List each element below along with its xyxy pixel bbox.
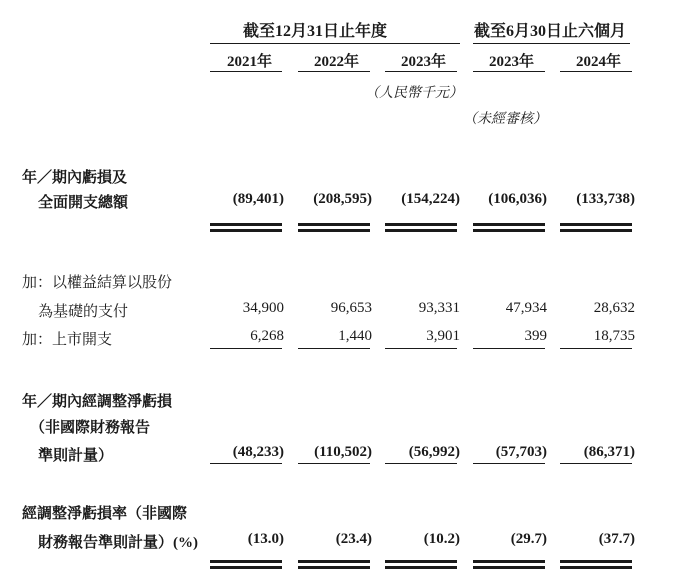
column-header-2023-interim: 2023年 <box>488 54 534 70</box>
cell-value: 6,268 <box>250 328 284 344</box>
total-rule <box>473 463 545 464</box>
double-rule <box>210 560 282 563</box>
cell-value: (13.0) <box>247 531 284 547</box>
cell-value: (208,595) <box>313 191 372 207</box>
header-group-annual: 截至12月31日止年度 <box>242 23 387 40</box>
row-label: 加：以權益結算以股份 <box>22 275 173 291</box>
cell-value: (56,992) <box>408 444 460 460</box>
cell-value: (110,502) <box>314 444 372 460</box>
cell-value: 399 <box>524 328 547 344</box>
double-rule <box>210 229 282 232</box>
double-rule <box>560 223 632 226</box>
column-rule <box>473 71 545 72</box>
double-rule <box>385 560 457 563</box>
total-rule <box>210 463 282 464</box>
double-rule <box>473 229 545 232</box>
double-rule <box>210 223 282 226</box>
unaudited-note: （未經審核） <box>463 112 547 127</box>
cell-value: (48,233) <box>232 444 284 460</box>
double-rule <box>385 223 457 226</box>
row-label: 年／期內經調整淨虧損 <box>22 394 173 410</box>
cell-value: (29.7) <box>510 531 547 547</box>
cell-value: 96,653 <box>330 300 372 316</box>
column-rule <box>210 71 282 72</box>
row-label: 財務報告準則計量）(%) <box>38 535 198 551</box>
double-rule <box>560 560 632 563</box>
cell-value: 93,331 <box>418 300 460 316</box>
row-label: 為基礎的支付 <box>38 304 129 320</box>
double-rule <box>298 229 370 232</box>
subtotal-rule <box>298 348 370 349</box>
double-rule <box>385 229 457 232</box>
row-label: 年／期內虧損及 <box>22 170 128 186</box>
total-rule <box>385 463 457 464</box>
cell-value: 1,440 <box>338 328 372 344</box>
column-header-2022: 2022年 <box>313 54 359 70</box>
double-rule <box>385 566 457 569</box>
cell-value: 18,735 <box>593 328 635 344</box>
total-rule <box>560 463 632 464</box>
double-rule <box>560 229 632 232</box>
subtotal-rule <box>560 348 632 349</box>
cell-value: 3,901 <box>426 328 460 344</box>
double-rule <box>298 566 370 569</box>
double-rule <box>210 566 282 569</box>
double-rule <box>473 566 545 569</box>
cell-value: 47,934 <box>505 300 547 316</box>
cell-value: (37.7) <box>598 531 635 547</box>
subtotal-rule <box>385 348 457 349</box>
header-rule-annual <box>210 43 460 44</box>
column-header-2023: 2023年 <box>400 54 446 70</box>
subtotal-rule <box>210 348 282 349</box>
cell-value: (57,703) <box>495 444 547 460</box>
total-rule <box>298 463 370 464</box>
cell-value: (89,401) <box>232 191 284 207</box>
cell-value: (86,371) <box>583 444 635 460</box>
row-label: （非國際財務報告 <box>30 420 151 436</box>
double-rule <box>560 566 632 569</box>
double-rule <box>473 560 545 563</box>
cell-value: 34,900 <box>242 300 284 316</box>
unit-note: （人民幣千元） <box>365 86 463 101</box>
column-rule <box>560 71 632 72</box>
double-rule <box>473 223 545 226</box>
cell-value: (133,738) <box>576 191 635 207</box>
row-label: 加：上市開支 <box>22 332 113 348</box>
cell-value: (106,036) <box>488 191 547 207</box>
column-rule <box>385 71 457 72</box>
column-header-2024-interim: 2024年 <box>575 54 621 70</box>
subtotal-rule <box>473 348 545 349</box>
double-rule <box>298 560 370 563</box>
cell-value: (154,224) <box>401 191 460 207</box>
header-rule-interim <box>473 43 630 44</box>
cell-value: (10.2) <box>423 531 460 547</box>
cell-value: 28,632 <box>593 300 635 316</box>
column-header-2021: 2021年 <box>226 54 272 70</box>
row-label: 準則計量） <box>38 448 114 464</box>
row-label: 全面開支總額 <box>38 195 129 211</box>
cell-value: (23.4) <box>335 531 372 547</box>
double-rule <box>298 223 370 226</box>
row-label: 經調整淨虧損率（非國際 <box>22 506 188 522</box>
column-rule <box>298 71 370 72</box>
header-group-interim: 截至6月30日止六個月 <box>473 23 626 40</box>
